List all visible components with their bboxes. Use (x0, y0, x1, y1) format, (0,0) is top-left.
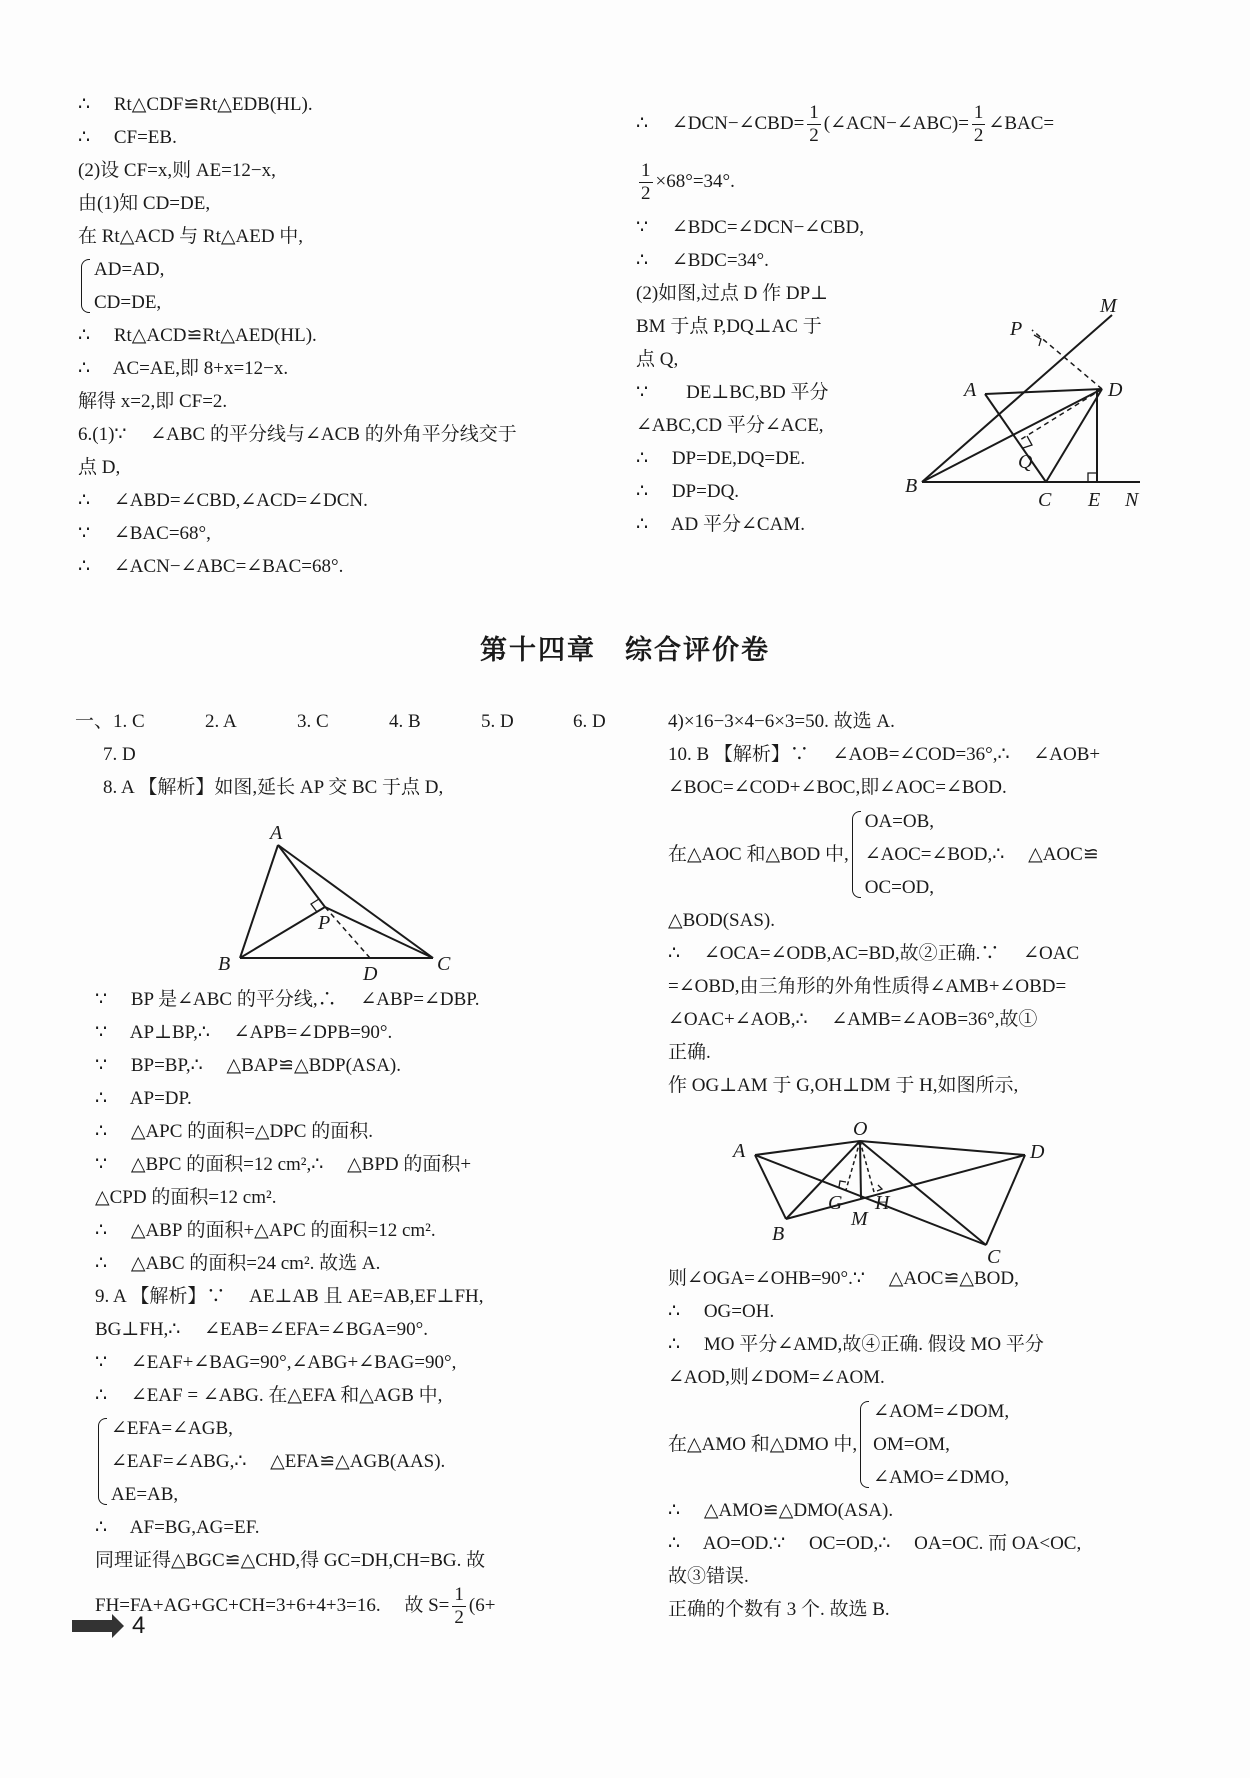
text-line: ∵ ∠EAF+∠BAG=90°,∠ABG+∠BAG=90°, (95, 1352, 457, 1373)
text-line: ∴ △ABC 的面积=24 cm². 故选 A. (95, 1253, 381, 1274)
text-line: ∴ ∠EAF = ∠ABG. 在△EFA 和△AGB 中, (95, 1385, 443, 1406)
answer: 4. B (389, 711, 421, 732)
equation-line (636, 153, 1156, 211)
text-line: ∴ △AMO≌△DMO(ASA). (668, 1500, 894, 1521)
label-a: A (270, 822, 283, 844)
equation: OC=OD, (864, 876, 935, 898)
text-line: ∴ ∠OCA=∠ODB,AC=BD,故②正确.∵ ∠OAC (668, 943, 1080, 964)
text-line: 8. A 【解析】如图,延长 AP 交 BC 于点 D, (103, 777, 444, 798)
text-line: 由(1)知 CD=DE, (78, 193, 211, 214)
text-line: =∠OBD,由三角形的外角性质得∠AMB+∠OBD= (668, 976, 1067, 997)
page-number: 4 (132, 1612, 146, 1639)
text-line: ∴ AD 平分∠CAM. (636, 514, 805, 535)
label-p: P (1010, 318, 1023, 340)
text-line: 故③错误. (668, 1566, 749, 1587)
equation: ∠AOC=∠BOD,∴ △AOC≌ (864, 843, 1099, 865)
label-q: Q (1018, 451, 1033, 473)
text-line: ∴ AO=OD.∵ OC=OD,∴ OA=OC. 而 OA<OC, (668, 1533, 1082, 1554)
left-bottom-column (75, 705, 606, 804)
fraction: $\frac{1}{2}$ (809, 102, 819, 147)
fraction: $\frac{1}{2}$ (454, 1584, 464, 1629)
equation-part: ∴ ∠DCN−∠CBD= (636, 113, 805, 134)
left-top-column (78, 88, 588, 583)
equation: AD=AD, (94, 259, 165, 280)
text-line: 10. B 【解析】∵ ∠AOB=∠COD=36°,∴ ∠AOB+ (668, 744, 1101, 765)
text-line: ∴ △APC 的面积=△DPC 的面积. (95, 1121, 373, 1142)
equation: ∠AOM=∠DOM, (873, 1400, 1010, 1422)
text-line: 正确的个数有 3 个. 故选 B. (668, 1599, 890, 1620)
label-a: A (964, 379, 977, 401)
text-line: ∵ △BPC 的面积=12 cm²,∴ △BPD 的面积+ (95, 1154, 472, 1175)
label-b: B (218, 953, 231, 975)
text-line: △CPD 的面积=12 cm². (95, 1187, 277, 1208)
label-g: G (828, 1192, 843, 1214)
equation-system (95, 1412, 605, 1511)
text-line: ∴ OG=OH. (668, 1301, 775, 1322)
text-line: ∵ ∠BAC=68°, (78, 523, 211, 544)
text-line: ∴ Rt△ACD≌Rt△AED(HL). (78, 325, 317, 346)
text-line: ∴ DP=DE,DQ=DE. (636, 448, 806, 469)
label-c: C (1038, 489, 1052, 511)
text-line: 6.(1)∵ ∠ABC 的平分线与∠ACB 的外角平分线交于 (78, 424, 517, 445)
text-line: 作 OG⊥AM 于 G,OH⊥DM 于 H,如图所示, (668, 1075, 1019, 1096)
text-line: BG⊥FH,∴ ∠EAB=∠EFA=∠BGA=90°. (95, 1319, 428, 1340)
text-line: △BOD(SAS). (668, 910, 775, 931)
right-bottom-column-cont (668, 1262, 1158, 1626)
label-b: B (905, 475, 918, 497)
chapter-title: 第十四章 综合评价卷 (480, 635, 770, 666)
sas-system-line (668, 804, 1158, 904)
text-line: (2)如图,过点 D 作 DP⊥ (636, 283, 829, 304)
asa-system-line (668, 1394, 1158, 1494)
text-line: ∠ABC,CD 平分∠ACE, (636, 415, 824, 436)
equation-part: (∠ACN−∠ABC)= (823, 113, 969, 134)
label-c: C (437, 953, 451, 975)
text-line: ∠BOC=∠COD+∠BOC,即∠AOC=∠BOD. (668, 777, 1007, 798)
equation-system (857, 1395, 1009, 1494)
text-line: ∵ DE⊥BC,BD 平分 (636, 382, 829, 403)
fraction: $\frac{1}{2}$ (973, 102, 984, 147)
label-m: M (1100, 295, 1117, 317)
answer: 3. C (297, 711, 329, 732)
text-line: 正确. (668, 1042, 711, 1063)
text-line: 则∠OGA=∠OHB=90°.∵ △AOC≌△BOD, (668, 1268, 1019, 1289)
equation-part: ∠BAC= (988, 113, 1055, 134)
label-n: N (1125, 489, 1139, 511)
answer: 6. D (573, 711, 606, 732)
text-line: ∴ AC=AE,即 8+x=12−x. (78, 358, 289, 379)
text-line: ∴ △ABP 的面积+△APC 的面积=12 cm². (95, 1220, 436, 1241)
label-d: D (363, 963, 378, 985)
text-line: ∠OAC+∠AOB,∴ ∠AMB=∠AOB=36°,故① (668, 1009, 1038, 1030)
geometry-figure-triangle-abp (215, 815, 455, 985)
equation-part: 在△AOC 和△BOD 中, (668, 843, 849, 865)
text-line: ∵ BP=BP,∴ △BAP≌△BDP(ASA). (95, 1055, 401, 1076)
text-line: ∵ ∠BDC=∠DCN−∠CBD, (636, 217, 865, 238)
text-line: (2)设 CF=x,则 AE=12−x, (78, 160, 276, 181)
text-line: ∴ Rt△CDF≌Rt△EDB(HL). (78, 94, 313, 115)
answer: 2. A (205, 711, 237, 732)
text-line: ∵ BP 是∠ABC 的平分线,∴ ∠ABP=∠DBP. (95, 989, 480, 1010)
equation-part: 在△AMO 和△DMO 中, (668, 1433, 858, 1455)
equation-system (78, 253, 588, 319)
text-line: 9. A 【解析】∵ AE⊥AB 且 AE=AB,EF⊥FH, (95, 1286, 484, 1307)
answers-row: 7. D (103, 744, 136, 765)
text-line: BM 于点 P,DQ⊥AC 于 (636, 316, 822, 337)
equation: OA=OB, (864, 810, 935, 832)
right-bottom-column (668, 705, 1158, 1102)
equation-system (849, 805, 1099, 904)
label-h: H (875, 1192, 890, 1214)
text-line: 点 Q, (636, 349, 679, 370)
geometry-figure-aod (725, 1118, 1055, 1268)
text-line: 4)×16−3×4−6×3=50. 故选 A. (668, 711, 895, 732)
equation-part: (6+ (468, 1595, 496, 1616)
fraction: $\frac{1}{2}$ (641, 160, 651, 205)
equation: AE=AB, (111, 1484, 179, 1505)
answers-row (75, 705, 606, 738)
text-line: ∵ AP⊥BP,∴ ∠APB=∠DPB=90°. (95, 1022, 393, 1043)
text-line: 点 D, (78, 457, 121, 478)
arrow-right-icon (72, 1620, 114, 1632)
equation-line (636, 95, 1156, 153)
text-line: ∴ ∠BDC=34°. (636, 250, 769, 271)
equation-part: FH=FA+AG+GC+CH=3+6+4+3=16. 故 S= (95, 1595, 450, 1616)
left-bottom-column-cont (95, 983, 605, 1635)
equation: CD=DE, (94, 292, 162, 313)
label-d: D (1030, 1141, 1045, 1163)
label-b: B (772, 1223, 785, 1245)
text-line: ∴ ∠ABD=∠CBD,∠ACD=∠DCN. (78, 490, 368, 511)
text-line: ∴ DP=DQ. (636, 481, 740, 502)
text-line: ∴ AF=BG,AG=EF. (95, 1517, 260, 1538)
label-p: P (318, 912, 331, 934)
label-m: M (851, 1208, 868, 1230)
equation: ∠EFA=∠AGB, (111, 1418, 233, 1439)
equation: ∠EAF=∠ABG,∴ △EFA≌△AGB(AAS). (111, 1451, 446, 1472)
label-o: O (853, 1118, 868, 1140)
label-d: D (1108, 379, 1123, 401)
text-line: ∴ ∠ACN−∠ABC=∠BAC=68°. (78, 556, 344, 577)
answer: 5. D (481, 711, 514, 732)
text-line: ∴ MO 平分∠AMD,故④正确. 假设 MO 平分 (668, 1334, 1044, 1355)
text-line: 解得 x=2,即 CF=2. (78, 391, 228, 412)
equation-part: ×68°=34°. (655, 171, 735, 192)
page-footer (72, 1612, 145, 1640)
text-line: 同理证得△BGC≌△CHD,得 GC=DH,CH=BG. 故 (95, 1550, 486, 1571)
equation-line (95, 1577, 605, 1635)
label-a: A (733, 1140, 746, 1162)
label-c: C (987, 1246, 1001, 1268)
text-line: ∠AOD,则∠DOM=∠AOM. (668, 1367, 885, 1388)
geometry-figure-bisector (900, 290, 1160, 510)
text-line: 在 Rt△ACD 与 Rt△AED 中, (78, 226, 304, 247)
equation: OM=OM, (873, 1433, 950, 1455)
answer: 一、1. C (75, 711, 145, 732)
equation: ∠AMO=∠DMO, (873, 1466, 1010, 1488)
text-line: ∴ CF=EB. (78, 127, 177, 148)
label-e: E (1088, 489, 1101, 511)
text-line: ∴ AP=DP. (95, 1088, 192, 1109)
